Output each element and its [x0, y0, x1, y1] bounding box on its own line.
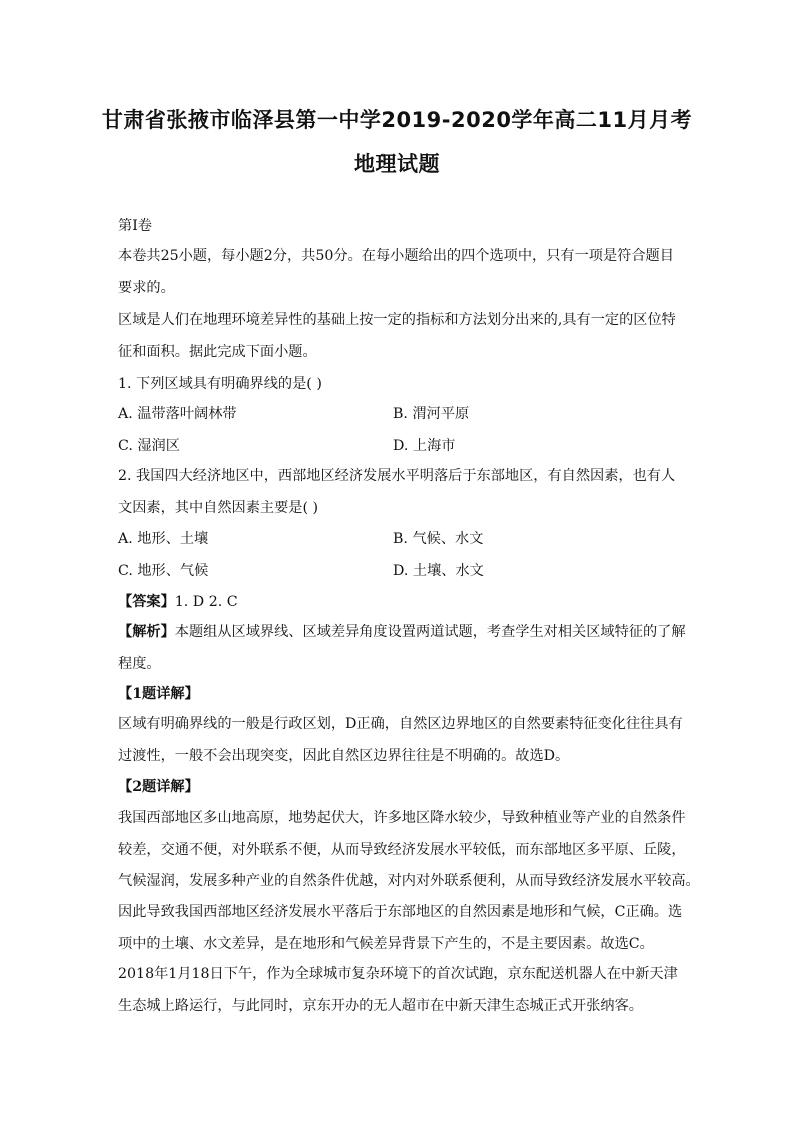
analysis-line-2: 程度。: [118, 656, 161, 672]
instructions-line-1: 本卷共25小题，每小题2分，共50分。在每小题给出的四个选项中，只有一项是符合题目: [118, 248, 674, 264]
question-2-option-d: D. 土壤、水文: [393, 563, 484, 579]
question-1-option-c: C. 湿润区: [118, 438, 180, 454]
instructions-line-2: 要求的。: [118, 280, 175, 296]
question-1-option-b: B. 渭河平原: [393, 406, 470, 422]
detail-1-heading: 【1题详解】: [118, 686, 199, 702]
question-1-stem: 1. 下列区域具有明确界线的是( ): [118, 376, 322, 392]
detail-2-heading: 【2题详解】: [118, 779, 199, 795]
detail-2-line-2: 较差，交通不便，对外联系不便，从而导致经济发展水平较低，而东部地区多平原、丘陵，: [118, 842, 686, 858]
question-2-option-a: A. 地形、土壤: [118, 531, 209, 547]
detail-1-line-1: 区域有明确界线的一般是行政区划，D正确，自然区边界地区的自然要素特征变化往往具有: [118, 716, 683, 732]
detail-2-line-1: 我国西部地区多山地高原，地势起伏大，许多地区降水较少，导致种植业等产业的自然条件: [118, 810, 686, 826]
detail-2-line-5: 项中的土壤、水文差异，是在地形和气候差异背景下产生的，不是主要因素。故选C。: [118, 936, 654, 952]
document-subtitle: 地理试题: [354, 152, 440, 176]
question-2-option-b: B. 气候、水文: [393, 531, 484, 547]
answer-label: 【答案】: [118, 594, 175, 610]
analysis-line-1: [118, 622, 686, 642]
detail-2-line-3: 气候湿润，发展多种产业的自然条件优越，对内对外联系便利，从而导致经济发展水平较高。: [118, 873, 700, 889]
passage-1-line-2: 征和面积。据此完成下面小题。: [118, 344, 317, 360]
section-label: 第Ⅰ卷: [118, 218, 152, 234]
question-1-option-a: A. 温带落叶阔林带: [118, 406, 237, 422]
passage-2-line-1: 2018年1月18日下午，作为全球城市复杂环境下的首次试跑，京东配送机器人在中新天津: [118, 966, 678, 982]
analysis-label: 【解析】: [118, 624, 175, 640]
question-2-option-c: C. 地形、气候: [118, 563, 209, 579]
question-2-stem-line-2: 文因素，其中自然因素主要是( ): [118, 500, 319, 516]
detail-1-line-2: 过渡性，一般不会出现突变，因此自然区边界往往是不明确的。故选D。: [118, 748, 570, 764]
passage-1-line-1: 区域是人们在地理环境差异性的基础上按一定的指标和方法划分出来的,具有一定的区位特: [118, 312, 676, 328]
document-title: 甘肃省张掖市临泽县第一中学2019-2020学年高二11月月考: [101, 108, 693, 132]
question-2-stem-line-1: 2. 我国四大经济地区中，西部地区经济发展水平明落后于东部地区，有自然因素，也有人: [118, 468, 676, 484]
passage-2-line-2: 生态城上路运行，与此同时，京东开办的无人超市在中新天津生态城正式开张纳客。: [118, 998, 643, 1014]
analysis-text: 本题组从区域界线、区域差异角度设置两道试题，考查学生对相关区域特征的了解: [174, 624, 686, 640]
answer-text: 1. D 2. C: [174, 594, 238, 610]
answer-line: [118, 592, 678, 612]
question-1-option-d: D. 上海市: [393, 438, 456, 454]
detail-2-line-4: 因此导致我国西部地区经济发展水平落后于东部地区的自然因素是地形和气候，C正确。选: [118, 904, 683, 920]
